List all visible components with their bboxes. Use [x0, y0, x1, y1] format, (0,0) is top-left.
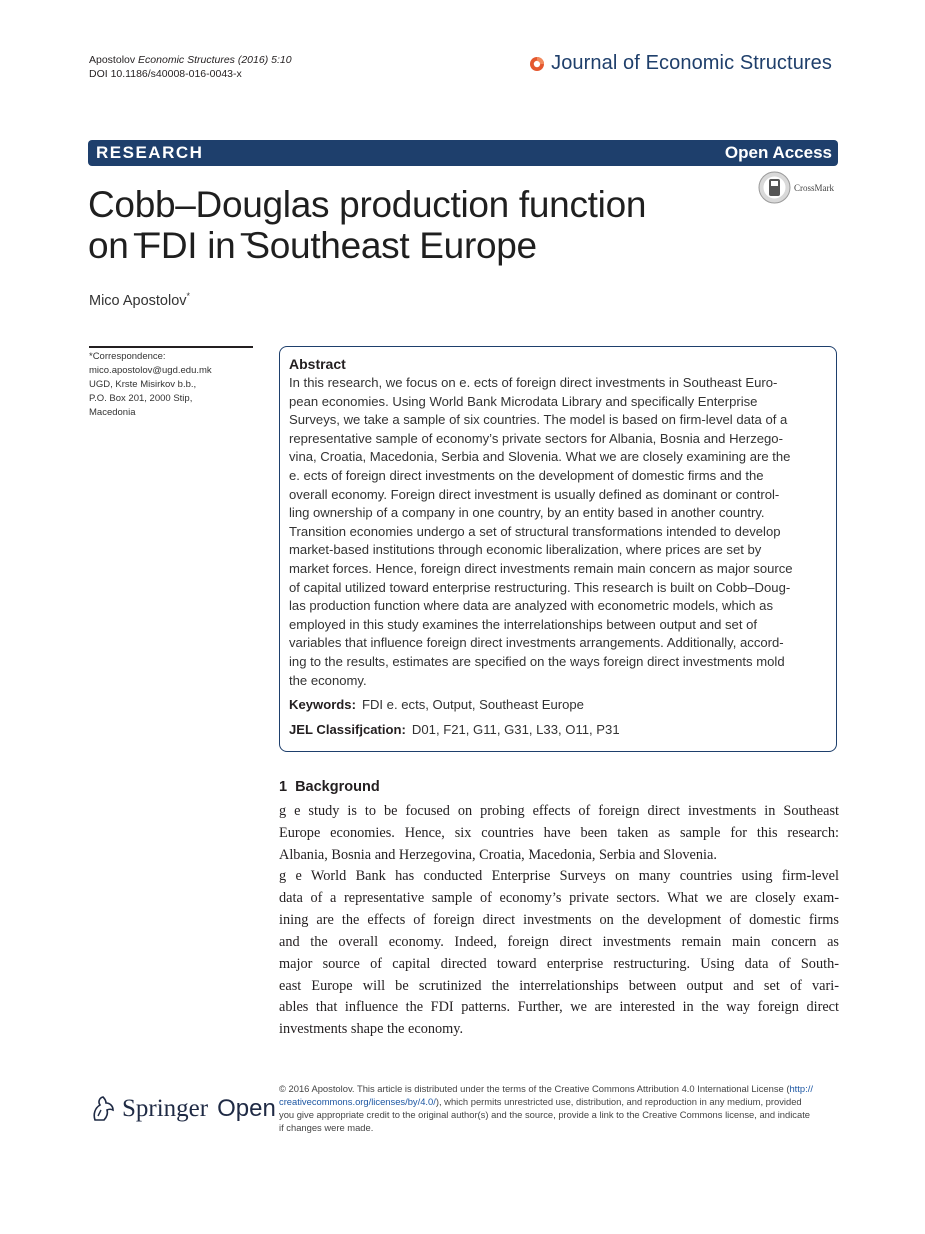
article-type-bar [88, 140, 838, 166]
text-line: major source of capital directed toward enterprise restructuring. Using data of South- [279, 955, 839, 972]
license-line-4: if changes were made. [279, 1122, 374, 1133]
keywords-value: FDI e. ects, Output, Southeast Europe [361, 697, 584, 713]
text-line: Transition economies undergo a set of structural transformations intended to develop [289, 523, 781, 539]
publisher-word-springer: Springer [122, 1095, 209, 1122]
text-line: variables that influence foreign direct investments arrangements. Additionally, accord- [289, 635, 784, 651]
correspondence-address-3: Macedonia [89, 407, 136, 418]
doi[interactable]: DOI 10.1186/s40008-016-0043-x [89, 68, 242, 80]
text-line: Europe economies. Hence, six countries have been taken as sample for this research: [279, 824, 839, 841]
keywords-label: Keywords: [289, 697, 356, 713]
text-line: and the overall economy. Indeed, foreign direct investments remain main concern as [279, 933, 839, 950]
text-line: ling ownership of a company in one country, by an entity based in another country. [289, 505, 765, 521]
license-link-part-1[interactable]: http:// [789, 1083, 813, 1094]
section-title: Background [295, 779, 380, 795]
correspondence-email[interactable]: mico.apostolov@ugd.edu.mk [89, 365, 212, 376]
text-line: ables that influence the FDI patterns. Further, we are interested in the way foreign direct [279, 999, 839, 1016]
correspondence-address-1: UGD, Krste Misirkov b.b., [89, 379, 197, 390]
springer-journal-logo-icon [529, 56, 545, 72]
text-line: g e study is to be focused on probing effects of foreign direct investments in Southeast [279, 803, 839, 819]
open-access-label: Open Access [724, 143, 832, 162]
text-line: ining are the effects of foreign direct investments on the development of domestic firms [279, 911, 839, 928]
author-name[interactable]: Mico Apostolov [89, 292, 187, 309]
section-heading [279, 779, 380, 795]
publisher-word-open: Open [217, 1095, 276, 1122]
text-line: representative sample of economy’s private sectors for Albania, Bosnia and Herzego- [289, 430, 783, 446]
text-line: overall economy. Foreign direct investment is usually defined as dominant or control- [289, 486, 780, 502]
author [89, 291, 190, 309]
body-paragraph-2 [279, 866, 839, 1041]
title-line-1: Cobb–Douglas production function [88, 184, 647, 225]
text-line: the economy. [289, 672, 367, 688]
article-type-label: RESEARCH [96, 143, 204, 162]
text-line: employed in this study examines the interrelationships between output and set of [289, 616, 758, 632]
text-line: data of a representative sample of economy’s private sectors. What we are closely exam- [279, 889, 839, 906]
text-line: east Europe will be scrutinized the interrelationships between output and set of vari- [279, 977, 839, 994]
jel-value: D01, F21, G11, G31, L33, O11, P31 [411, 721, 620, 737]
text-line: e. ects of foreign direct investments on the development of domestic firms and the [289, 467, 764, 483]
publisher-logo[interactable] [89, 1094, 276, 1124]
text-line: pean economies. Using World Bank Microdata Library and specifically Enterprise [289, 393, 758, 409]
abstract-box [279, 346, 837, 752]
author-mark: * [186, 291, 191, 301]
text-line: ing to the results, estimates are specified on the ways foreign direct investments mold [289, 653, 785, 669]
article-title [88, 184, 708, 266]
abstract-text [289, 374, 827, 690]
citation-year-volume: (2016) 5:10 [237, 54, 292, 66]
citation-author: Apostolov [89, 54, 136, 66]
text-line: market-based institutions through economic liberalization, where prices are set by [289, 542, 762, 558]
text-line: market forces. Hence, foreign direct investments remain main concern as major source [289, 560, 793, 576]
correspondence-rule [89, 346, 253, 348]
text-line: las production function where data are analyzed with econometric models, which as [289, 598, 774, 614]
text-line: In this research, we focus on e. ects of foreign direct investments in Southeast Euro- [289, 375, 778, 390]
jel-classification [289, 721, 827, 740]
section-number: 1 [279, 779, 288, 795]
correspondence [89, 350, 264, 420]
keywords [289, 696, 827, 715]
journal-header [529, 52, 832, 75]
text-line: g e World Bank has conducted Enterprise Surveys on many countries using firm-level [279, 868, 839, 884]
license-link-part-2[interactable]: creativecommons.org/licenses/by/4.0/ [279, 1096, 436, 1107]
springer-horse-icon [89, 1094, 117, 1124]
citation-journal: Economic Structures [138, 54, 235, 66]
crossmark-icon [758, 171, 791, 204]
text-line: vina, Croatia, Macedonia, Serbia and Slovenia. What we are closely examining are the [289, 449, 791, 465]
title-line-2: on ̄FDI in ̄Southeast Europe [88, 225, 537, 266]
license-statement [279, 1082, 839, 1134]
correspondence-address-2: P.O. Box 201, 2000 Stip, [89, 393, 193, 404]
license-text-1: © 2016 Apostolov. This article is distributed under the terms of the Creative Commons Attribution 4.0 International License ( [279, 1083, 790, 1094]
abstract-heading: Abstract [289, 356, 346, 372]
text-line: Surveys, we take a sample of six countries. The model is based on firm-level data of a [289, 412, 788, 428]
journal-name[interactable]: Journal of Economic Structures [551, 52, 832, 74]
text-line: Albania, Bosnia and Herzegovina, Croatia, Macedonia, Serbia and Slovenia. [279, 846, 717, 863]
text-line: of capital utilized toward enterprise restructuring. This research is built on Cobb–Doug- [289, 579, 791, 595]
text-line: investments shape the economy. [279, 1021, 464, 1038]
license-line-2 [279, 1095, 839, 1108]
license-line-1 [279, 1082, 839, 1095]
crossmark-label: CrossMark [794, 182, 834, 193]
citation-line [89, 53, 292, 67]
jel-label: JEL Classifjcation: [289, 721, 406, 737]
crossmark-badge[interactable] [758, 171, 834, 204]
license-line-3: you give appropriate credit to the original author(s) and the source, provide a link to the Creative Commons license, and indicate [279, 1109, 811, 1120]
license-text-2: ), which permits unrestricted use, distribution, and reproduction in any medium, provided [435, 1096, 802, 1107]
body-paragraph-1 [279, 801, 839, 867]
correspondence-label: *Correspondence: [89, 351, 166, 362]
citation [89, 53, 292, 81]
